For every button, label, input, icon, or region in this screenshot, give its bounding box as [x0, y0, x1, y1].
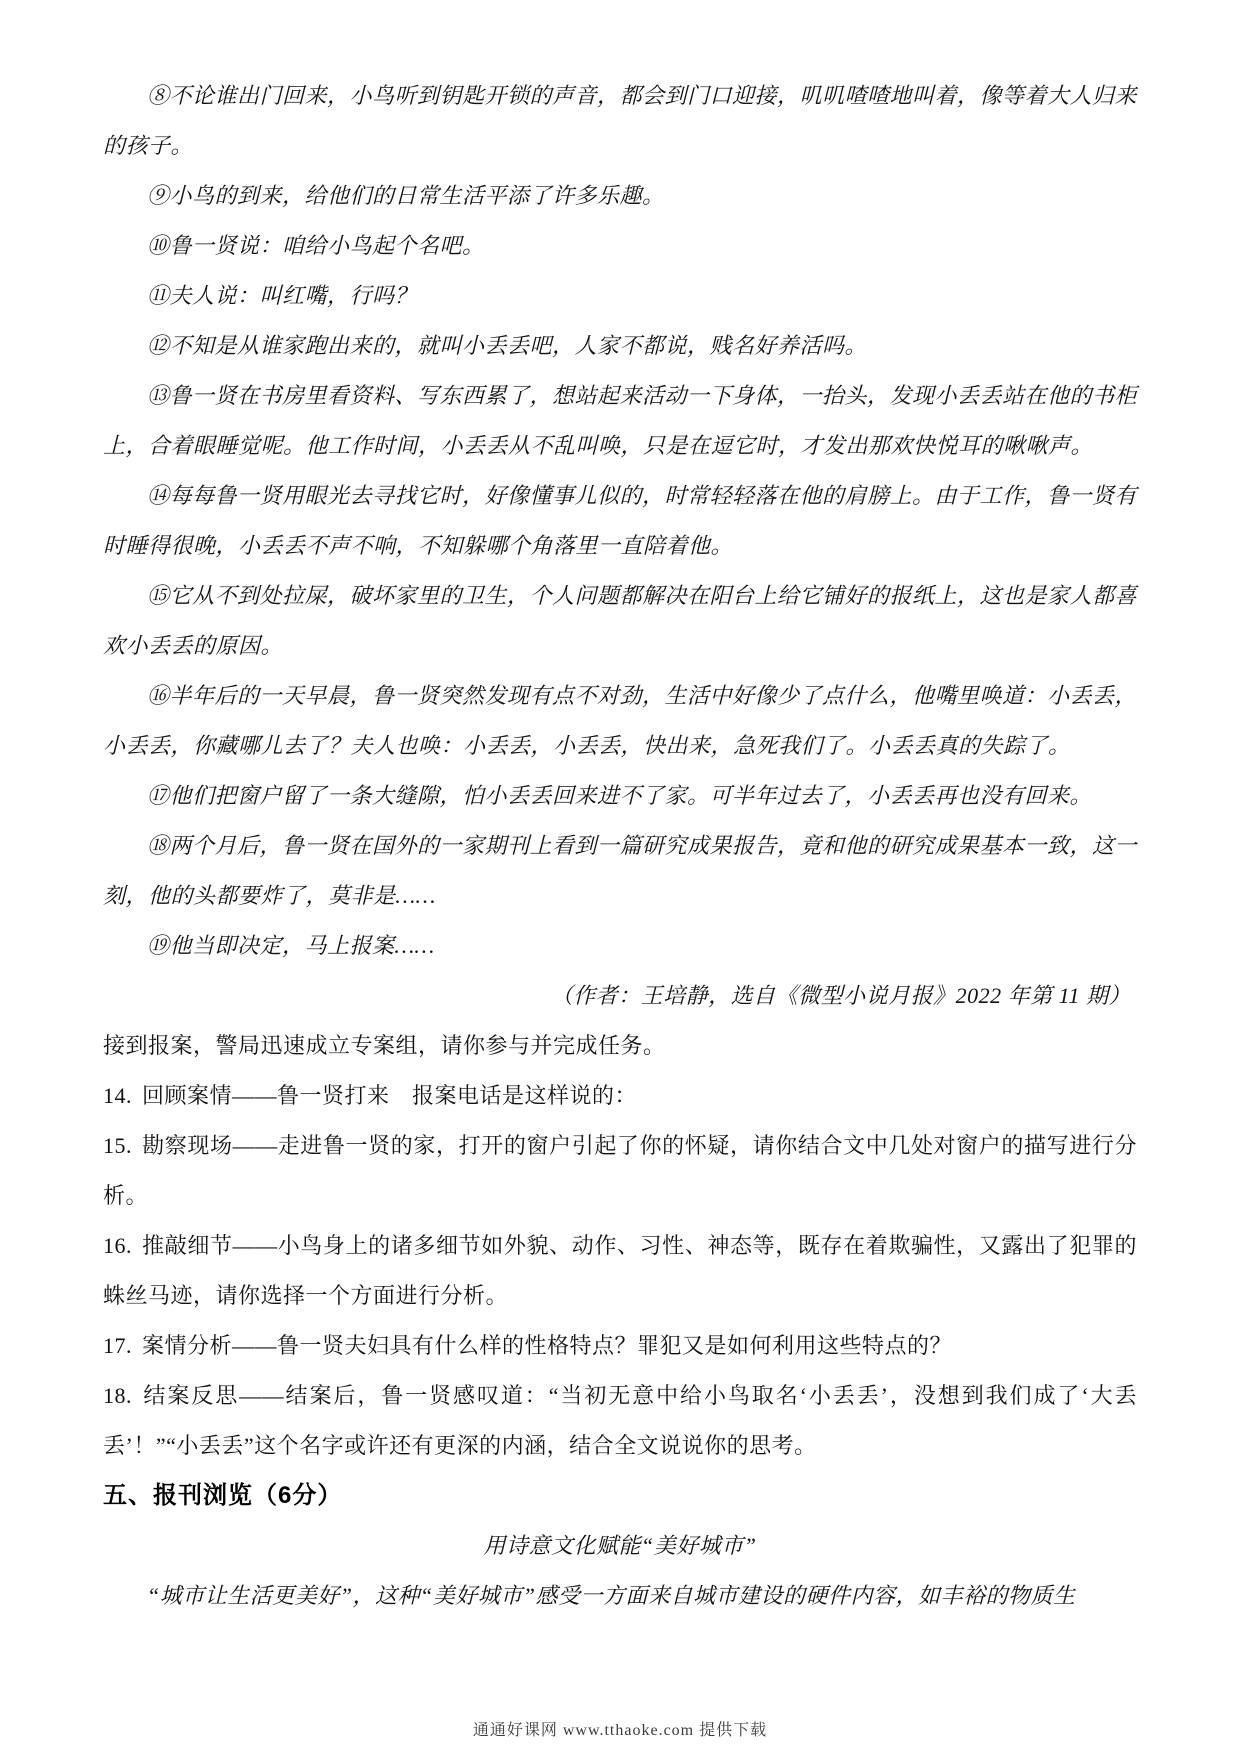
- passage-paragraph-16: ⑯半年后的一天早晨，鲁一贤突然发现有点不对劲，生活中好像少了点什么，他嘴里唤道：小丢丢，小丢丢，你藏哪儿去了？夫人也唤：小丢丢，小丢丢，快出来，急死我们了。小丢丢真的失踪了。: [103, 683, 1138, 758]
- passage-paragraph-15: ⑮它从不到处拉屎，破坏家里的卫生，个人问题都解决在阳台上给它铺好的报纸上，这也是家人都喜欢小丢丢的原因。: [103, 583, 1138, 658]
- reading-passage: [103, 71, 1137, 1021]
- question-14: [103, 1071, 1137, 1121]
- question-17: [103, 1321, 1137, 1371]
- passage-paragraph-11: ⑪夫人说：叫红嘴，行吗？: [147, 283, 418, 308]
- question-16-text: 推敲细节——小鸟身上的诸多细节如外貌、动作、习性、神态等，既存在着欺骗性，又露出了犯罪的蛛丝马迹，请你选择一个方面进行分析。: [103, 1233, 1137, 1308]
- question-15-text: 勘察现场——走进鲁一贤的家，打开的窗户引起了你的怀疑，请你结合文中几处对窗户的描写进行分析。: [103, 1133, 1137, 1208]
- question-15-number: 15.: [103, 1133, 132, 1158]
- page-footer: [0, 1720, 1240, 1742]
- article-title: 用诗意文化赋能“美好城市”: [483, 1533, 757, 1558]
- passage-paragraph-9: ⑨小鸟的到来，给他们的日常生活平添了许多乐趣。: [147, 183, 665, 208]
- question-18-number: 18.: [103, 1383, 132, 1408]
- question-17-number: 17.: [103, 1333, 132, 1358]
- article-first-line: “城市让生活更美好”，这种“美好城市”感受一方面来自城市建设的硬件内容，如丰裕的物质生: [147, 1583, 1076, 1608]
- questions-section: [103, 1021, 1137, 1471]
- passage-paragraph-12: ⑫不知是从谁家跑出来的，就叫小丢丢吧，人家不都说，贱名好养活吗。: [147, 333, 868, 358]
- passage-paragraph-19: ⑲他当即决定，马上报案……: [147, 933, 435, 958]
- question-16: [103, 1221, 1137, 1321]
- footer-text: 通通好课网 www.tthaoke.com 提供下载: [472, 1722, 768, 1739]
- passage-paragraph-10: ⑩鲁一贤说：咱给小鸟起个名吧。: [147, 233, 485, 258]
- passage-paragraph-17: ⑰他们把窗户留了一条大缝隙，怕小丢丢回来进不了家。可半年过去了，小丢丢再也没有回来。: [147, 783, 1093, 808]
- question-17-text: 案情分析——鲁一贤夫妇具有什么样的性格特点？罪犯又是如何利用这些特点的？: [142, 1333, 953, 1358]
- question-15: [103, 1121, 1137, 1221]
- question-16-number: 16.: [103, 1233, 132, 1258]
- section-heading: 五、报刊浏览（6分）: [103, 1482, 343, 1509]
- section-5-periodical-reading: [103, 1471, 1137, 1621]
- passage-paragraph-13: ⑬鲁一贤在书房里看资料、写东西累了，想站起来活动一下身体，一抬头，发现小丢丢站在他的书柜上，合着眼睡觉呢。他工作时间，小丢丢从不乱叫唤，只是在逗它时，才发出那欢快悦耳的啾啾声。: [103, 383, 1138, 458]
- question-14-text: 回顾案情——鲁一贤打来 报案电话是这样说的：: [142, 1083, 638, 1108]
- passage-paragraph-18: ⑱两个月后，鲁一贤在国外的一家期刊上看到一篇研究成果报告，竟和他的研究成果基本一致，这一刻，他的头都要炸了，莫非是……: [103, 833, 1138, 908]
- passage-paragraph-8: ⑧不论谁出门回来，小鸟听到钥匙开锁的声音，都会到门口迎接，叽叽喳喳地叫着，像等着大人归来的孩子。: [103, 83, 1138, 158]
- task-intro: 接到报案，警局迅速成立专案组，请你参与并完成任务。: [103, 1033, 666, 1058]
- passage-paragraph-14: ⑭每每鲁一贤用眼光去寻找它时，好像懂事儿似的，时常轻轻落在他的肩膀上。由于工作，鲁一贤有时睡得很晚，小丢丢不声不响，不知躲哪个角落里一直陪着他。: [103, 483, 1138, 558]
- question-14-number: 14.: [103, 1083, 132, 1108]
- question-18: [103, 1371, 1137, 1471]
- question-18-text: 结案反思——结案后，鲁一贤感叹道：“当初无意中给小鸟取名‘小丢丢’，没想到我们成了‘大丢丢’！”“小丢丢”这个名字或许还有更深的内涵，结合全文说说你的思考。: [103, 1383, 1137, 1458]
- passage-attribution: （作者：王培静，选自《微型小说月报》2022 年第 11 期）: [550, 983, 1131, 1008]
